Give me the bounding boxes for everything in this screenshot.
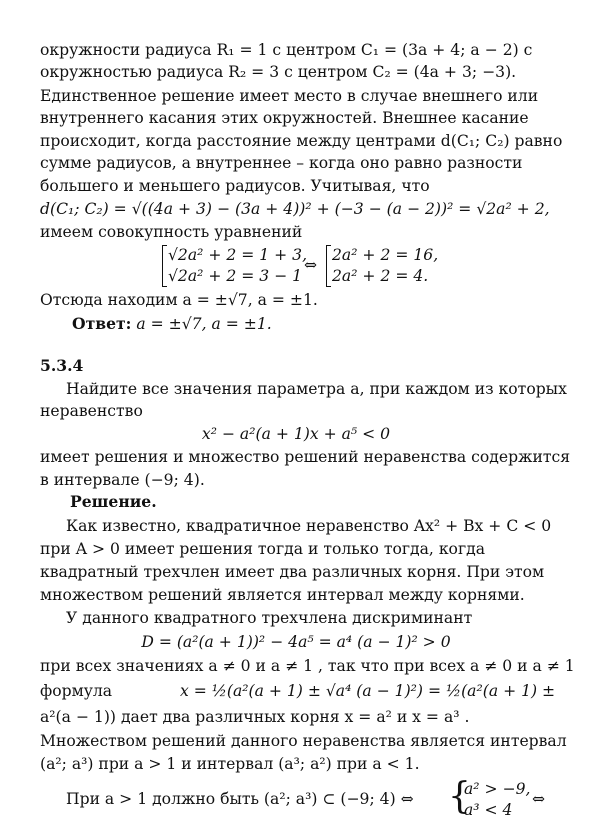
- condition-system-line-2: [464, 800, 512, 820]
- section-title: 5.3.4: [40, 356, 84, 375]
- answer-value: a = ±√7, a = ±1.: [136, 315, 272, 333]
- text-line: [40, 176, 552, 196]
- equation-text: a² > −9,: [464, 780, 531, 798]
- formula-text: d(C₁; C₂) = √((4a + 3) − (3a + 4))² + (−3 − (a − 2))² = √2a² + 2,: [40, 200, 550, 218]
- collection-bracket: [162, 245, 167, 287]
- system-right-line-2: [332, 266, 428, 286]
- text-line-content: происходит, когда расстояние между центрами d(C₁; C₂) равно: [40, 132, 563, 150]
- formula-distance: [40, 199, 552, 219]
- equation-text: 2a² + 2 = 16,: [332, 246, 439, 264]
- text-line: [40, 62, 552, 82]
- text-line-content: Единственное решение имеет место в случае внешнего или: [40, 87, 539, 105]
- text-line: [40, 656, 575, 676]
- text-line: [40, 585, 552, 605]
- formula-text: D = (a²(a + 1))² − 4a⁵ = a⁴ (a − 1)² > 0: [141, 633, 451, 651]
- equation-text: a³ < 4: [464, 801, 513, 819]
- text-line-content: Отсюда находим a = ±√7, a = ±1.: [40, 291, 318, 309]
- text-line: [40, 108, 552, 128]
- text-line: [40, 86, 552, 106]
- text-line-content: a²(a − 1)) дает два различных корня x = a² и x = a³ .: [40, 708, 470, 726]
- text-line-content: квадратный трехчлен имеет два различных корня. При этом: [40, 563, 545, 581]
- text-line: [66, 608, 552, 628]
- text-line-content: множеством решений является интервал между корнями.: [40, 586, 525, 604]
- equation-text: 2a² + 2 = 4.: [332, 267, 429, 285]
- text-line: [40, 447, 571, 467]
- system-right-line-1: [332, 245, 438, 265]
- text-line-content: имеет решения и множество решений неравенства содержится: [40, 448, 571, 466]
- text-line-content: в интервале (−9; 4).: [40, 471, 205, 489]
- text-line: [40, 731, 567, 751]
- text-line-content: окружностью радиуса R₂ = 3 с центром C₂ = (4a + 3; −3).: [40, 63, 517, 81]
- equation-text: √2a² + 2 = 1 + 3,: [168, 246, 308, 264]
- system-brace: {: [448, 776, 471, 817]
- condition-system-line-1: [464, 779, 530, 799]
- text-line: [66, 516, 552, 536]
- text-line-content: неравенство: [40, 402, 143, 420]
- text-line-content: большего и меньшего радиусов. Учитывая, что: [40, 177, 430, 195]
- text-line: [40, 153, 552, 173]
- text-line: [40, 290, 552, 310]
- text-line-content: формула: [40, 682, 113, 700]
- text-line-content: имеем совокупность уравнений: [40, 223, 303, 241]
- equivalence-arrow: [304, 255, 317, 275]
- system-left-line-2: [168, 266, 302, 286]
- text-line: [40, 562, 552, 582]
- text-line-content: при всех значениях a ≠ 0 и a ≠ 1 , так что при всех a ≠ 0 и a ≠ 1: [40, 657, 575, 675]
- text-line: [40, 131, 563, 151]
- formula-text: x = ½(a²(a + 1) ± √a⁴ (a − 1)²) = ½(a²(a + 1) ±: [180, 682, 556, 700]
- text-line-content: (a²; a³) при a > 1 и интервал (a³; a²) при a < 1.: [40, 755, 420, 773]
- text-line-content: при A > 0 имеет решения тогда и только тогда, когда: [40, 540, 486, 558]
- answer-line: [72, 314, 558, 334]
- text-line: [40, 470, 552, 490]
- text-line-content: внутреннего касания этих окружностей. Внешнее касание: [40, 109, 529, 127]
- solution-heading: [70, 492, 582, 512]
- text-line: [40, 707, 552, 727]
- text-line-content: Множеством решений данного неравенства является интервал: [40, 732, 567, 750]
- equation-text: √2a² + 2 = 3 − 1: [168, 267, 303, 285]
- text-line: [40, 401, 552, 421]
- formula-text: x² − a²(a + 1)x + a⁵ < 0: [201, 425, 391, 443]
- text-line: [40, 754, 552, 774]
- text-line: [40, 40, 552, 60]
- arrow-glyph: ⇔: [304, 256, 318, 274]
- text-line-content: У данного квадратного трехчлена дискриминант: [66, 609, 473, 627]
- answer-label: Ответ:: [72, 314, 132, 333]
- collection-bracket: [326, 245, 331, 287]
- text-line-content: При a > 1 должно быть (a²; a³) ⊂ (−9; 4) ⇔: [66, 790, 414, 808]
- text-line-content: окружности радиуса R₁ = 1 с центром C₁ = (3a + 4; a − 2) с: [40, 41, 533, 59]
- inequality-formula: [40, 424, 552, 444]
- solution-label: Решение.: [70, 492, 157, 511]
- text-line: [40, 222, 552, 242]
- equivalence-arrow: [532, 789, 545, 809]
- text-line: [66, 379, 567, 399]
- text-line-content: Как известно, квадратичное неравенство Ax² + Bx + C < 0: [66, 517, 552, 535]
- text-line: [40, 539, 552, 559]
- text-line-content: Найдите все значения параметра a, при каждом из которых: [66, 380, 567, 398]
- arrow-glyph: ⇔: [532, 790, 546, 808]
- section-number: [40, 356, 552, 376]
- roots-formula-line: [40, 681, 556, 701]
- text-line-content: сумме радиусов, а внутреннее – когда оно равно разности: [40, 154, 523, 172]
- discriminant-formula: [40, 632, 552, 652]
- system-left-line-1: [168, 245, 307, 265]
